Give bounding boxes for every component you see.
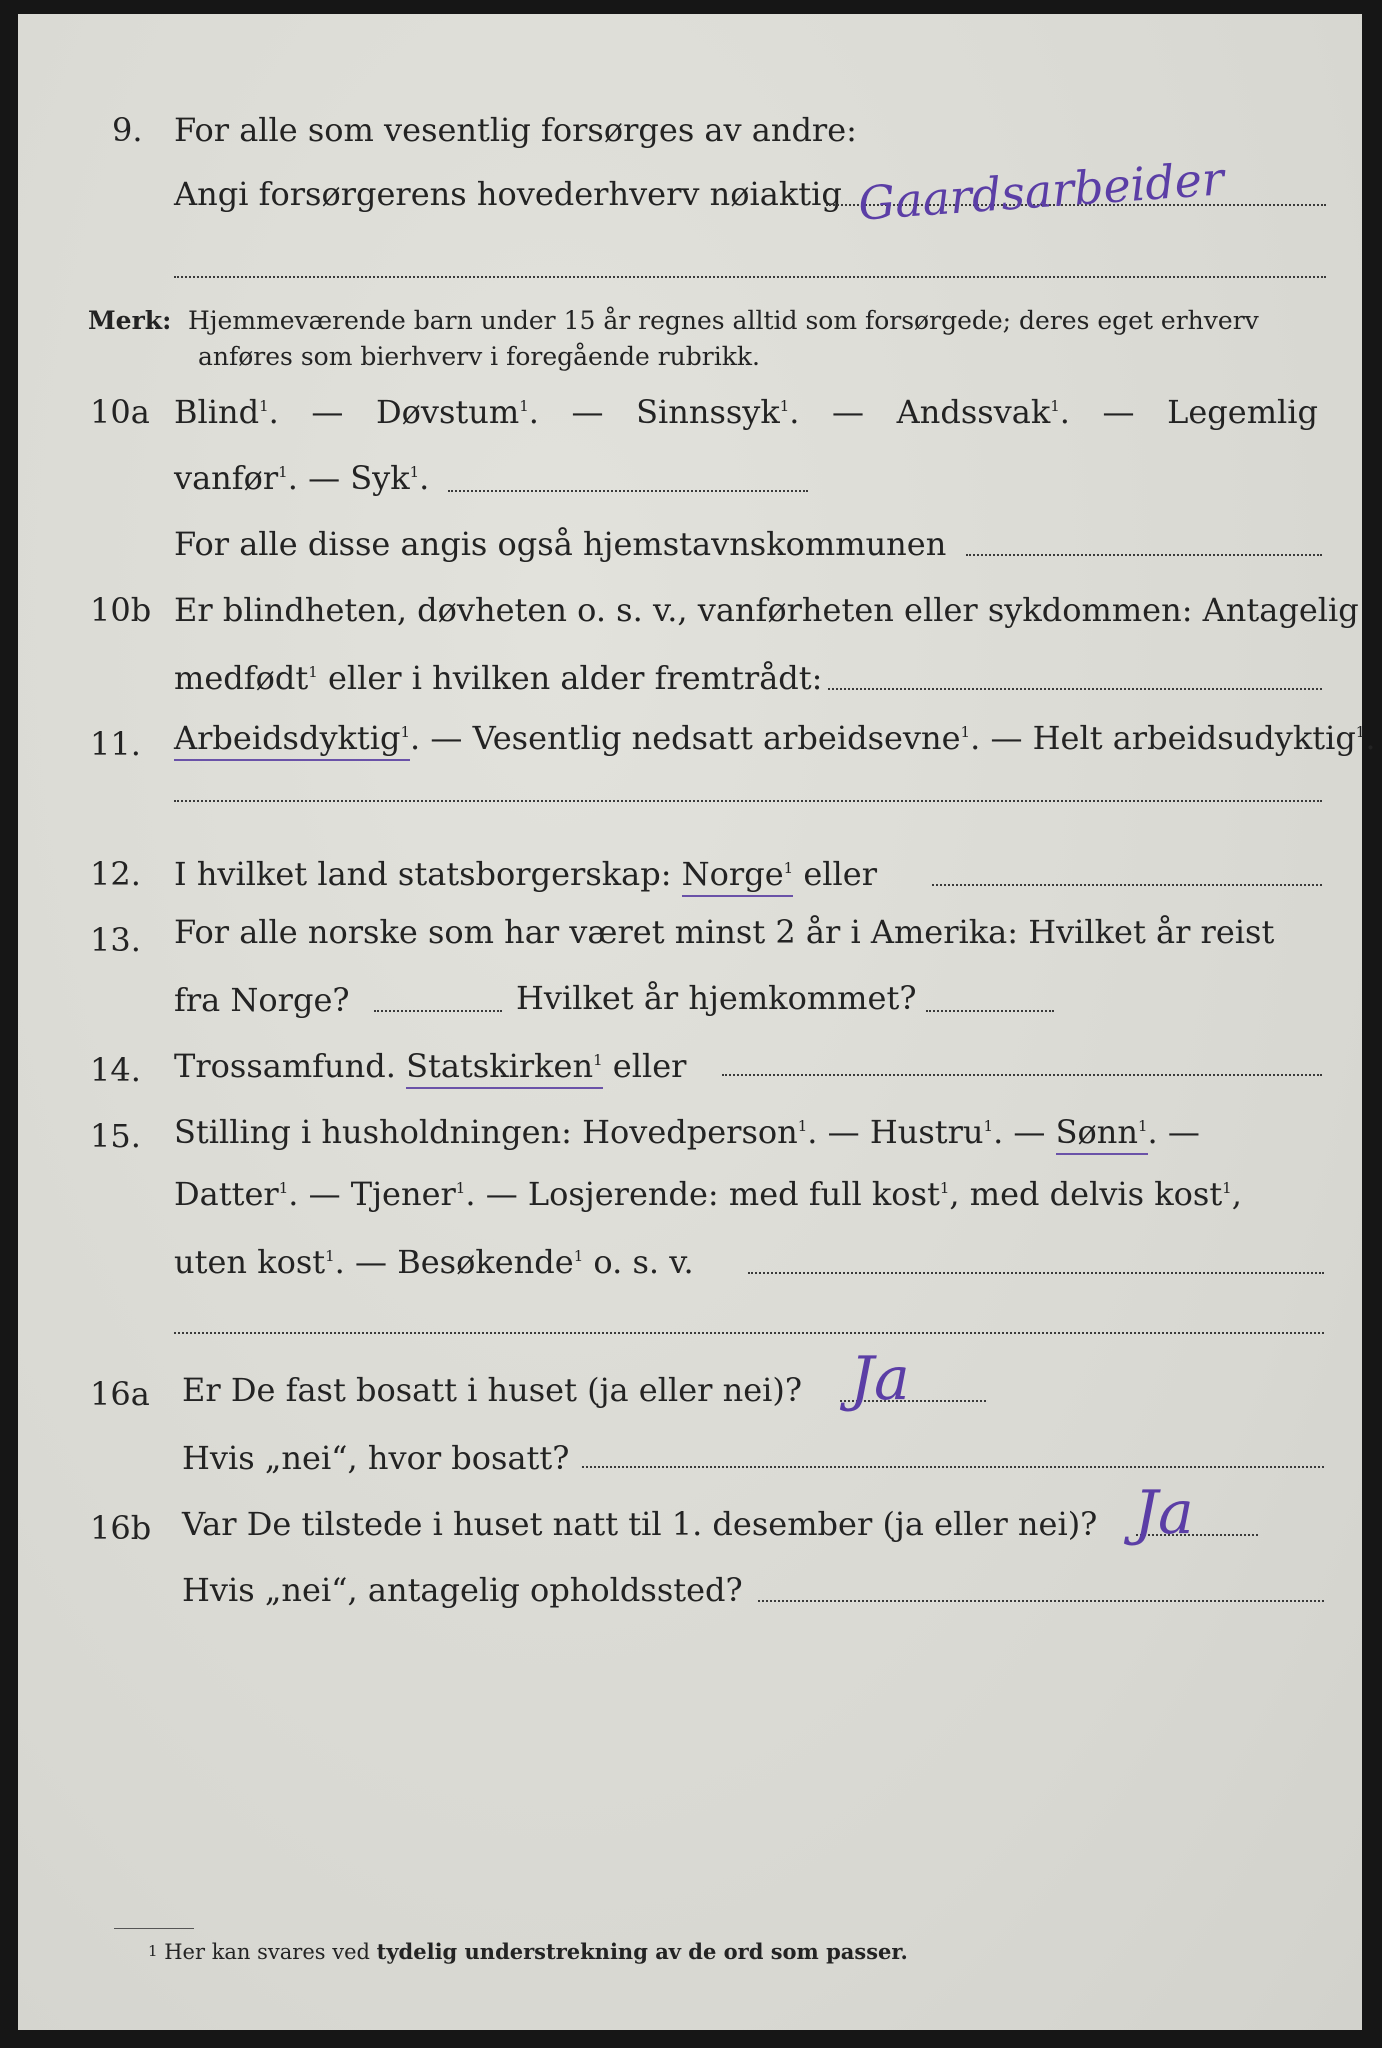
q15-hustru: Hustru [869,1113,984,1151]
q14-text: Trossamfund. [174,1047,396,1085]
q11-arbeidsdyktig-underlined: Arbeidsdyktig$^1$ [174,719,410,761]
q16a-line2: Hvis „nei“, hvor bosatt? [182,1439,570,1477]
census-form-page [18,14,1376,2030]
q15-answer-line [748,1272,1324,1274]
q15-hovedperson: Hovedperson [582,1113,798,1151]
q10a-blind: Blind [174,393,260,431]
q10b-medfodt: medfødt [174,659,309,697]
q15-full-kost: med full kost [728,1175,940,1213]
q12-norge-underlined: Norge$^1$ [682,855,794,897]
q10a-line2: vanfør$^1$. — Syk$^1$. [174,459,430,497]
footnote-rule [114,1928,194,1929]
q10a-sinnssyk: Sinnssyk [636,393,780,431]
q12-answer-line [932,884,1322,886]
merk-label: Merk: [88,306,172,335]
q16a-line1: Er De fast bosatt i huset (ja eller nei)? [182,1371,803,1409]
q12-number: 12. [90,855,141,893]
q16b-opholdssted-line [758,1600,1324,1602]
q15-tjener: Tjener [350,1175,456,1213]
q12-line: I hvilket land statsborgerskap: Norge$^1$ eller [174,854,877,894]
q11-extra-line [174,800,1322,802]
q15-line2: Datter$^1$. — Tjener$^1$. — Losjerende: med full kost$^1$, med delvis kost$^1$, [174,1175,1242,1213]
q10b-line2: medfødt$^1$ eller i hvilken alder fremtrådt: [174,659,823,697]
q13-hjemkommet-line [926,1010,1054,1012]
footnote-mark: 1 [148,1942,158,1960]
q10b-number: 10b [90,591,152,629]
footnote-text2: tydelig understrekning av de ord som passer. [376,1939,908,1964]
q15-line3: uten kost$^1$. — Besøkende$^1$ o. s. v. [174,1243,694,1281]
q15-besokende: Besøkende [397,1243,574,1281]
merk-line1: Hjemmeværende barn under 15 år regnes alltid som forsørgede; deres eget erhverv [188,306,1259,335]
q10a-number: 10a [90,393,150,431]
q10a-dovstum: Døvstum [375,393,520,431]
q14-line: Trossamfund. Statskirken$^1$ eller [174,1046,686,1086]
q9-extra-line [174,276,1326,278]
q16b-line2: Hvis „nei“, antagelig opholdssted? [182,1571,743,1609]
q10a-syk: Syk [350,459,410,497]
q11-number: 11. [90,725,141,763]
q15-datter: Datter [174,1175,279,1213]
q10b-answer-line [828,688,1322,690]
q16b-handwritten-answer: Ja [1134,1478,1194,1548]
q16a-handwritten-answer: Ja [850,1344,910,1414]
q11-nedsatt: Vesentlig nedsatt arbeidsevne [472,719,961,757]
q11-udyktig: Helt arbeidsudyktig [1032,719,1356,757]
q13-number: 13. [90,921,141,959]
q13-line1: For alle norske som har været minst 2 år i Amerika: Hvilket år reist [174,913,1275,951]
q13-line2a: fra Norge? [174,981,350,1019]
q16a-number: 16a [90,1375,150,1413]
q15-sonn-underlined: Sønn$^1$ [1056,1113,1148,1155]
q14-number: 14. [90,1051,141,1089]
q9-number: 9. [112,111,143,149]
q10a-line1: Blind$^1$. — Døvstum$^1$. — Sinnssyk$^1$. — Andssvak$^1$. — Legemlig [174,393,1318,431]
q14-answer-line [722,1074,1322,1076]
q15-line1: Stilling i husholdningen: Hovedperson$^1$. — Hustru$^1$. — Sønn$^1$. — [174,1112,1200,1152]
q16b-number: 16b [90,1509,152,1547]
q9-handwritten-answer: Gaardsarbeider [856,151,1226,231]
q10a-vanfor: vanfør [174,459,279,497]
footnote-text1: Her kan svares ved [164,1940,370,1964]
q10a-legemlig: Legemlig [1167,393,1318,431]
merk-line2: anføres som bierhverv i foregående rubrikk. [198,342,760,371]
q10b-line2-rest: eller i hvilken alder fremtrådt: [327,659,823,697]
q10a-andssvak: Andssvak [896,393,1051,431]
q15-delvis-kost: med delvis kost [969,1175,1223,1213]
q13-reist-line [374,1010,502,1012]
footnote [148,1936,908,1967]
q9-line2: Angi forsørgerens hovederhverv nøiaktig [174,175,842,213]
q13-line2b: Hvilket år hjemkommet? [516,979,917,1017]
q9-line1: For alle som vesentlig forsørges av andre: [174,111,857,149]
q15-uten-kost: uten kost [174,1243,326,1281]
q10a-hjemstavn-line [966,554,1322,556]
q10a-line3: For alle disse angis også hjemstavnskommunen [174,525,947,563]
q15-number: 15. [90,1117,141,1155]
q10b-line1: Er blindheten, døvheten o. s. v., vanførheten eller sykdommen: Antagelig [174,591,1359,629]
q14-statskirken-underlined: Statskirken$^1$ [406,1047,603,1089]
q16b-line1: Var De tilstede i huset natt til 1. desember (ja eller nei)? [182,1505,1098,1543]
q16a-bosatt-line [582,1466,1324,1468]
q10a-syk-line [448,490,808,492]
q12-text: I hvilket land statsborgerskap: [174,855,672,893]
q15-extra-line [174,1332,1324,1334]
q11-line: Arbeidsdyktig$^1$. — Vesentlig nedsatt arbeidsevne$^1$. — Helt arbeidsudyktig$^1$. [174,718,1376,758]
